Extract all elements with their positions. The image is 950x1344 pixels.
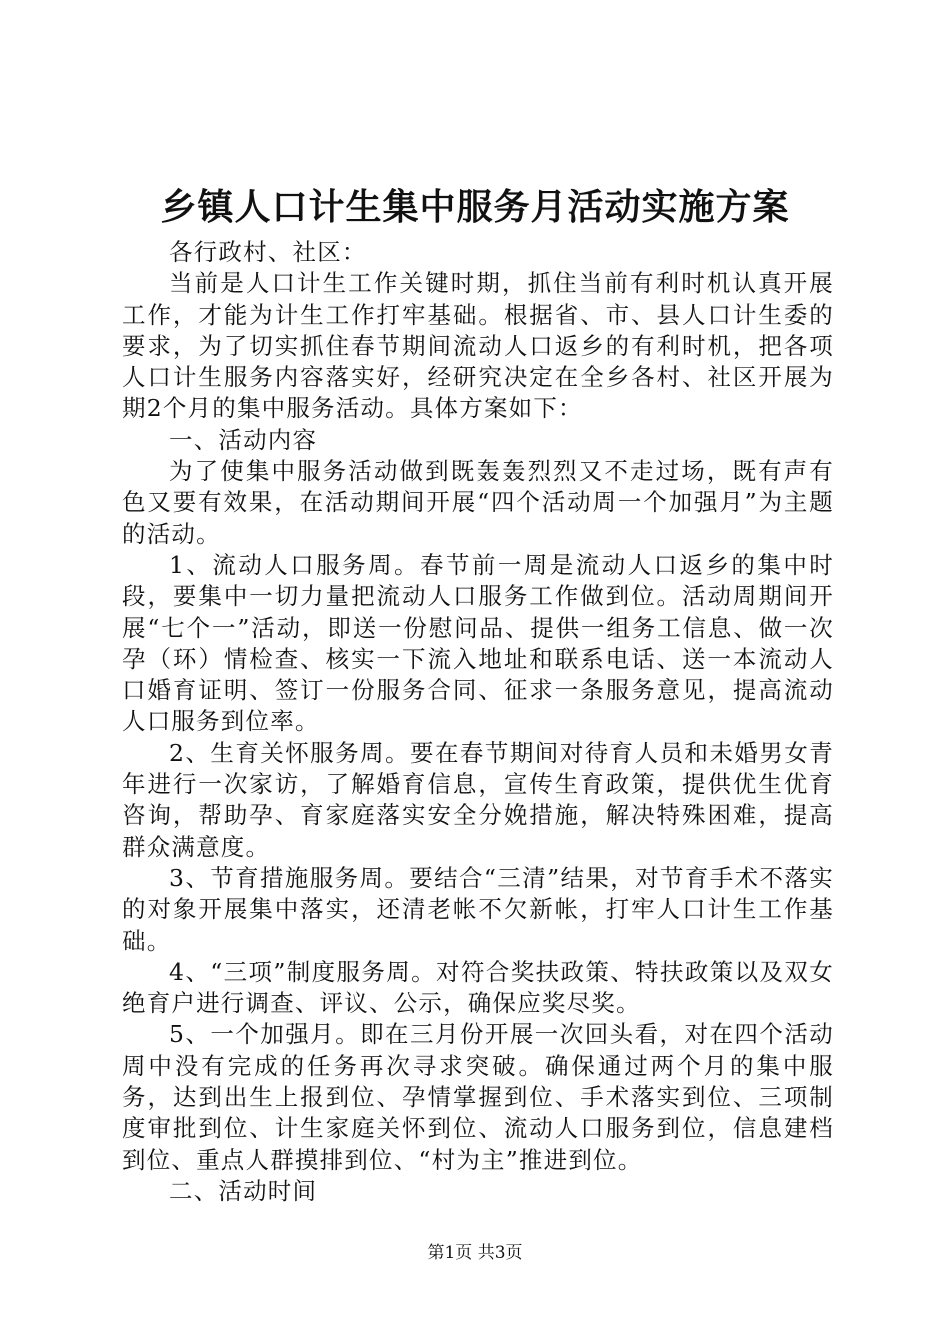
activity-theme-paragraph: 为了使集中服务活动做到既轰轰烈烈又不走过场，既有声有色又要有效果，在活动期间开展“四个活动周一个加强月”为主题的活动。 [122,457,834,548]
document-body [122,237,834,1207]
salutation: 各行政村、社区： [169,238,367,266]
item-floating-population-week: 1、流动人口服务周。春节前一周是流动人口返乡的集中时段，要集中一切力量把流动人口服务工作做到位。活动周期间开展“七个一”活动，即送一份慰问品、提供一组务工信息、做一次孕（环）情检查、核实一下流入地址和联系电话、送一本流动人口婚育证明、签订一份服务合同、征求一条服务意见，提高流动人口服务到位率。 [122,550,834,736]
document-title: 乡镇人口计生集中服务月活动实施方案 [160,186,790,228]
item-birth-care-week: 2、生育关怀服务周。要在春节期间对待育人员和未婚男女青年进行一次家访，了解婚育信息，宣传生育政策，提供优生优育咨询，帮助孕、育家庭落实安全分娩措施，解决特殊困难，提高群众满意度。 [122,738,834,861]
section-heading-activity-content: 一、活动内容 [169,425,318,454]
page-footer: 第1页 共3页 [427,1243,523,1263]
item-strengthening-month: 5、一个加强月。即在三月份开展一次回头看，对在四个活动周中没有完成的任务再次寻求突破。确保通过两个月的集中服务，达到出生上报到位、孕情掌握到位、手术落实到位、三项制度审批到位、计生家庭关怀到位、流动人口服务到位，信息建档到位、重点人群摸排到位、“村为主”推进到位。 [122,1020,834,1174]
item-contraception-week: 3、节育措施服务周。要结合“三清”结果，对节育手术不落实的对象开展集中落实，还清老帐不欠新帐，打牢人口计生工作基础。 [122,863,834,955]
intro-paragraph: 当前是人口计生工作关键时期，抓住当前有利时机认真开展工作，才能为计生工作打牢基础。根据省、市、县人口计生委的要求，为了切实抓住春节期间流动人口返乡的有利时机，把各项人口计生服务内容落实好，经研究决定在全乡各村、社区开展为期2个月的集中服务活动。具体方案如下： [122,269,834,423]
item-three-systems-week: 4、“三项”制度服务周。对符合奖扶政策、特扶政策以及双女绝育户进行调查、评议、公示，确保应奖尽奖。 [122,957,834,1018]
section-heading-activity-time: 二、活动时间 [169,1176,318,1205]
